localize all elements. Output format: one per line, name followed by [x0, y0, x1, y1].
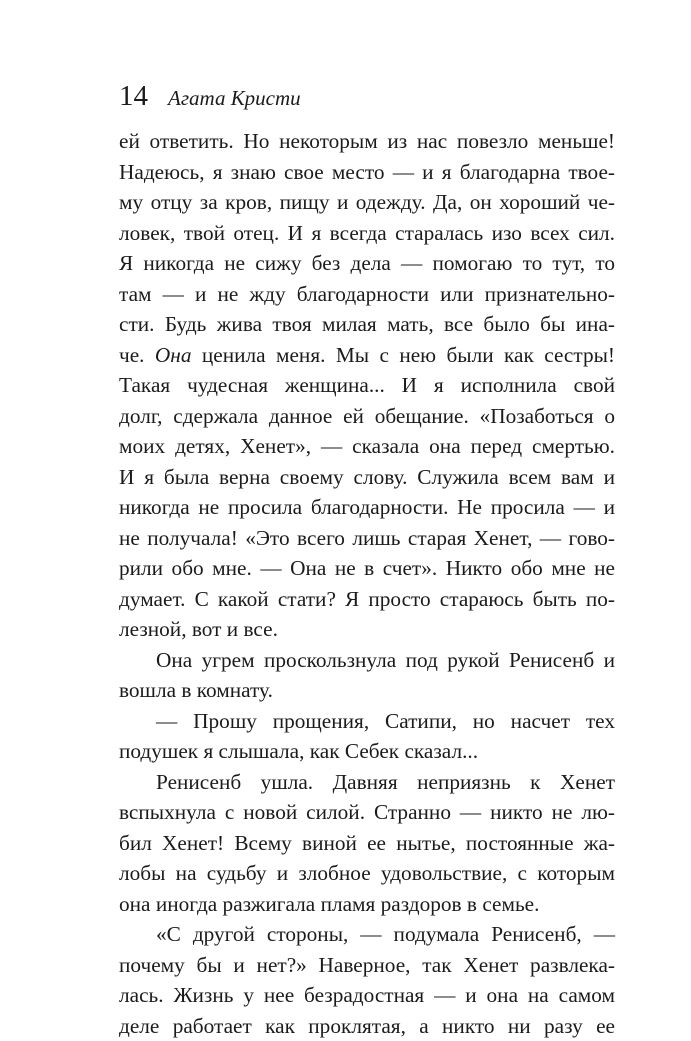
- text-line: там — и не жду благодарности или признательно-: [119, 279, 615, 310]
- text-line: ей ответить. Но некоторым из нас повезло меньше!: [119, 126, 615, 157]
- text-line: Я никогда не сижу без дела — помогаю то тут, то: [119, 248, 615, 279]
- text-line: Такая чудесная женщина... И я исполнила свой: [119, 370, 615, 401]
- text-line: лобы на судьбу и злобное удовольствие, с которым: [119, 858, 615, 889]
- page-header: [119, 76, 301, 116]
- paragraph-last-line: подушек я слышала, как Себек сказал...: [119, 736, 615, 767]
- text-line: лась. Жизнь у нее безрадостная — и она на самом: [119, 980, 615, 1011]
- text-line: му отцу за кров, пищу и одежду. Да, он хороший че-: [119, 187, 615, 218]
- page-number: 14: [119, 76, 148, 116]
- paragraph-first-line: «С другой стороны, — подумала Ренисенб, —: [119, 919, 615, 950]
- text-line: сти. Будь жива твоя милая мать, все было бы ина-: [119, 309, 615, 340]
- paragraph-last-line: лезной, вот и все.: [119, 614, 615, 645]
- text-line: долг, сдержала данное ей обещание. «Позаботься о: [119, 401, 615, 432]
- text-segment: че.: [119, 343, 155, 367]
- text-line: Надеюсь, я знаю свое место — и я благодарна твое-: [119, 157, 615, 188]
- text-line: деле работает как проклятая, а никто ни разу ее: [119, 1011, 615, 1041]
- text-line: думает. С какой стати? Я просто стараюсь быть по-: [119, 584, 615, 615]
- paragraph-first-line: Она угрем проскользнула под рукой Ренисенб и: [119, 645, 615, 676]
- text-line: вспыхнула с новой силой. Странно — никто не лю-: [119, 797, 615, 828]
- paragraph-last-line: она иногда разжигала пламя раздоров в семье.: [119, 889, 615, 920]
- text-line: моих детях, Хенет», — сказала она перед смертью.: [119, 431, 615, 462]
- text-line: [119, 340, 615, 371]
- body-text: [119, 126, 615, 1041]
- text-line: рили обо мне. — Она не в счет». Никто обо мне не: [119, 553, 615, 584]
- text-line: ловек, твой отец. И я всегда старалась изо всех сил.: [119, 218, 615, 249]
- emphasis-word: Она: [155, 343, 192, 367]
- text-line: не получала! «Это всего лишь старая Хенет, — гово-: [119, 523, 615, 554]
- paragraph-first-line: — Прошу прощения, Сатипи, но насчет тех: [119, 706, 615, 737]
- text-segment: ценила меня. Мы с нею были как сестры!: [191, 343, 615, 367]
- text-line: никогда не просила благодарности. Не просила — и: [119, 492, 615, 523]
- running-title: Агата Кристи: [168, 78, 301, 118]
- paragraph-last-line: вошла в комнату.: [119, 675, 615, 706]
- text-line: почему бы и нет?» Наверное, так Хенет развлека-: [119, 950, 615, 981]
- text-line: И я была верна своему слову. Служила всем вам и: [119, 462, 615, 493]
- text-line: бил Хенет! Всему виной ее нытье, постоянные жа-: [119, 828, 615, 859]
- paragraph-first-line: Ренисенб ушла. Давняя неприязнь к Хенет: [119, 767, 615, 798]
